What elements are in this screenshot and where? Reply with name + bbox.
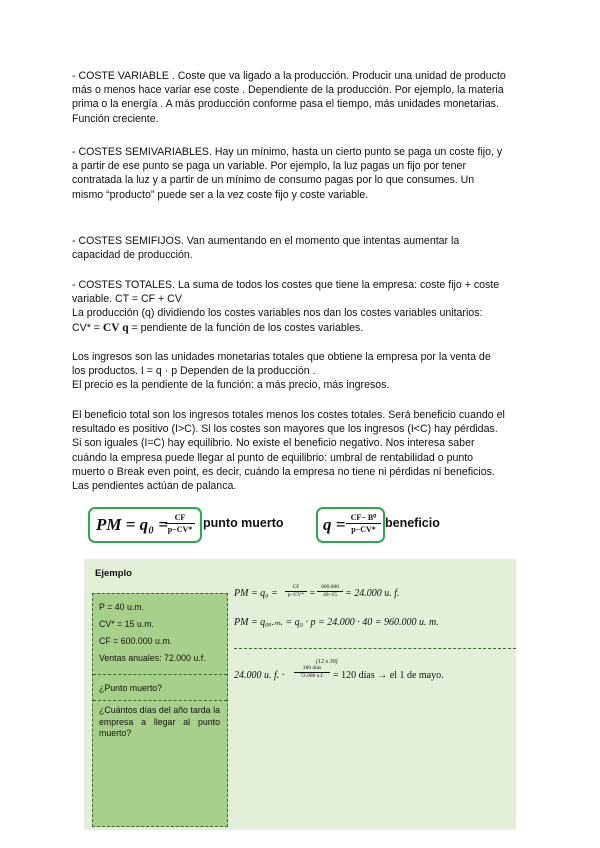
text-line: más o menos hace variar ese coste . Dependiente de la producción. Por ejemplo, la materia: [72, 84, 504, 97]
fraction-bar: [346, 523, 381, 524]
paragraph-costes-semifijos: [72, 234, 534, 262]
formula-lhs: q =: [323, 515, 346, 534]
calc-dias-annotation: (12 x 30): [316, 659, 338, 665]
given-annual-sales: Ventas anuales: 72.000 u.f.: [99, 653, 206, 663]
paragraph-beneficio: [72, 408, 534, 493]
text-line: La producción (q) dividiendo los costes variables nos dan los costes variables unitarios:: [72, 307, 483, 320]
fraction-bar: [165, 523, 195, 524]
calc-dias-result: = 120 días → el 1 de mayo.: [333, 670, 444, 681]
text-line: resultado es positivo (I>C). Si los costes son mayores que los ingresos (I<C) hay pérdidas.: [72, 423, 498, 436]
divider: [93, 700, 227, 701]
text-line: Las pendientes actúan de palanca.: [72, 480, 237, 493]
text-line: El beneficio total son los ingresos totales menos los costes totales. Será beneficio cuando el: [72, 409, 505, 421]
text-line: los productos. I = q · p Dependen de la producción .: [72, 365, 316, 378]
example-givens-panel: [92, 593, 228, 827]
fraction-numerator: 600.000: [321, 584, 339, 590]
text-line: - COSTES SEMIFIJOS. Van aumentando en el momento que intentas aumentar la: [72, 235, 460, 247]
text-line: a partir de ese punto se paga un variable. Por ejemplo, la luz pagas un fijo por tener: [72, 160, 466, 173]
calc-punto-muerto-result: = 24.000 u. f.: [345, 588, 400, 599]
calc-small-fraction: [285, 584, 307, 598]
question-dias: ¿Cuántos días del año tarda la empresa a llegar al punto muerto?: [99, 705, 220, 738]
formula-lhs: PM = q₀ =: [96, 515, 169, 534]
calc-dias-lhs: 24.000 u. f. ·: [234, 670, 285, 681]
calc-dias-fraction: [294, 665, 330, 679]
cv-q-formula: CV q: [102, 321, 129, 334]
text-line: Si son iguales (I=C) hay equilibrio. No existe el beneficio negativo. Nos interesa saber: [72, 437, 475, 450]
fraction-numerator: 360 días: [302, 665, 322, 671]
paragraph-costes-semivariables: [72, 145, 534, 202]
example-title: Ejemplo: [95, 568, 132, 579]
example-box: [84, 559, 516, 830]
text-line: Los ingresos son las unidades monetarias totales que obtiene la empresa por la venta de: [72, 351, 491, 363]
paragraph-coste-variable: [72, 69, 534, 126]
text-line: muerto o Break even point, es decir, cuándo la empresa no tiene ni pérdidas ni beneficios.: [72, 465, 495, 478]
given-cv-unit: CV* = 15 u.m.: [99, 619, 155, 629]
paragraph-ingresos: [72, 350, 534, 393]
text-line: variable. CT = CF + CV: [72, 293, 182, 306]
formula-label-punto-muerto: punto muerto: [203, 516, 284, 530]
formula-box-beneficio: [316, 507, 385, 543]
formula-fraction: [165, 513, 195, 534]
text-line: mismo “producto” puede ser a la vez coste fijo y coste variable.: [72, 188, 369, 201]
formula-label-beneficio: beneficio: [385, 516, 440, 530]
text-line: contratada la luz y a partir de un mínimo de consumo pagas por lo que consumes. Un: [72, 174, 475, 187]
formula-box-punto-muerto: [88, 507, 202, 543]
paragraph-costes-totales: [72, 278, 534, 335]
fraction-denominator: p−CV*: [167, 525, 193, 534]
question-punto-muerto: ¿Punto muerto?: [99, 683, 163, 693]
fraction-numerator: CF− B⁰: [350, 513, 377, 522]
text-line: El precio es la pendiente de la función: a más precio, más ingresos.: [72, 379, 390, 392]
calc-equals: =: [309, 588, 316, 599]
given-fixed-cost: CF = 600.000 u.m.: [99, 636, 173, 646]
calc-value-fraction: [317, 584, 343, 598]
text-line: - COSTE VARIABLE . Coste que va ligado a la producción. Producir una unidad de producto: [72, 70, 506, 82]
calc-punto-muerto-um: PM = q₀ᵤ.ₘ. = q₀ · p = 24.000 · 40 = 960.000 u. m.: [234, 617, 439, 628]
text-segment: CV* =: [72, 321, 103, 334]
fraction-denominator: 40−15: [322, 592, 338, 598]
divider: [234, 648, 516, 649]
fraction-numerator: CF: [292, 584, 300, 590]
given-price: P = 40 u.m.: [99, 602, 145, 612]
fraction-denominator: p−CV*: [351, 525, 376, 534]
formula-fraction: [346, 513, 381, 534]
text-line: - COSTES SEMIVARIABLES. Hay un mínimo, hasta un cierto punto se paga un coste fijo, y: [72, 146, 503, 158]
text-line: prima o la energía . A más producción conforme pasa el tiempo, más unidades monetarias.: [72, 98, 499, 111]
text-line: cuándo la empresa puede llegar al punto de equilibrio: umbral de rentabilidad o punto: [72, 451, 474, 464]
divider: [93, 674, 227, 675]
fraction-numerator: CF: [174, 513, 186, 522]
fraction-denominator: p−CV*: [287, 592, 305, 598]
fraction-denominator: 72.000 u.f.: [300, 673, 324, 679]
calc-punto-muerto-lhs: PM = q₀ =: [234, 588, 278, 599]
text-segment: = pendiente de la función de los costes variables.: [128, 321, 364, 334]
text-line-cv-unit: [72, 321, 534, 335]
text-line: - COSTES TOTALES. La suma de todos los costes que tiene la empresa: coste fijo + coste: [72, 279, 500, 291]
text-line: Función creciente.: [72, 112, 159, 125]
text-line: capacidad de producción.: [72, 249, 193, 262]
